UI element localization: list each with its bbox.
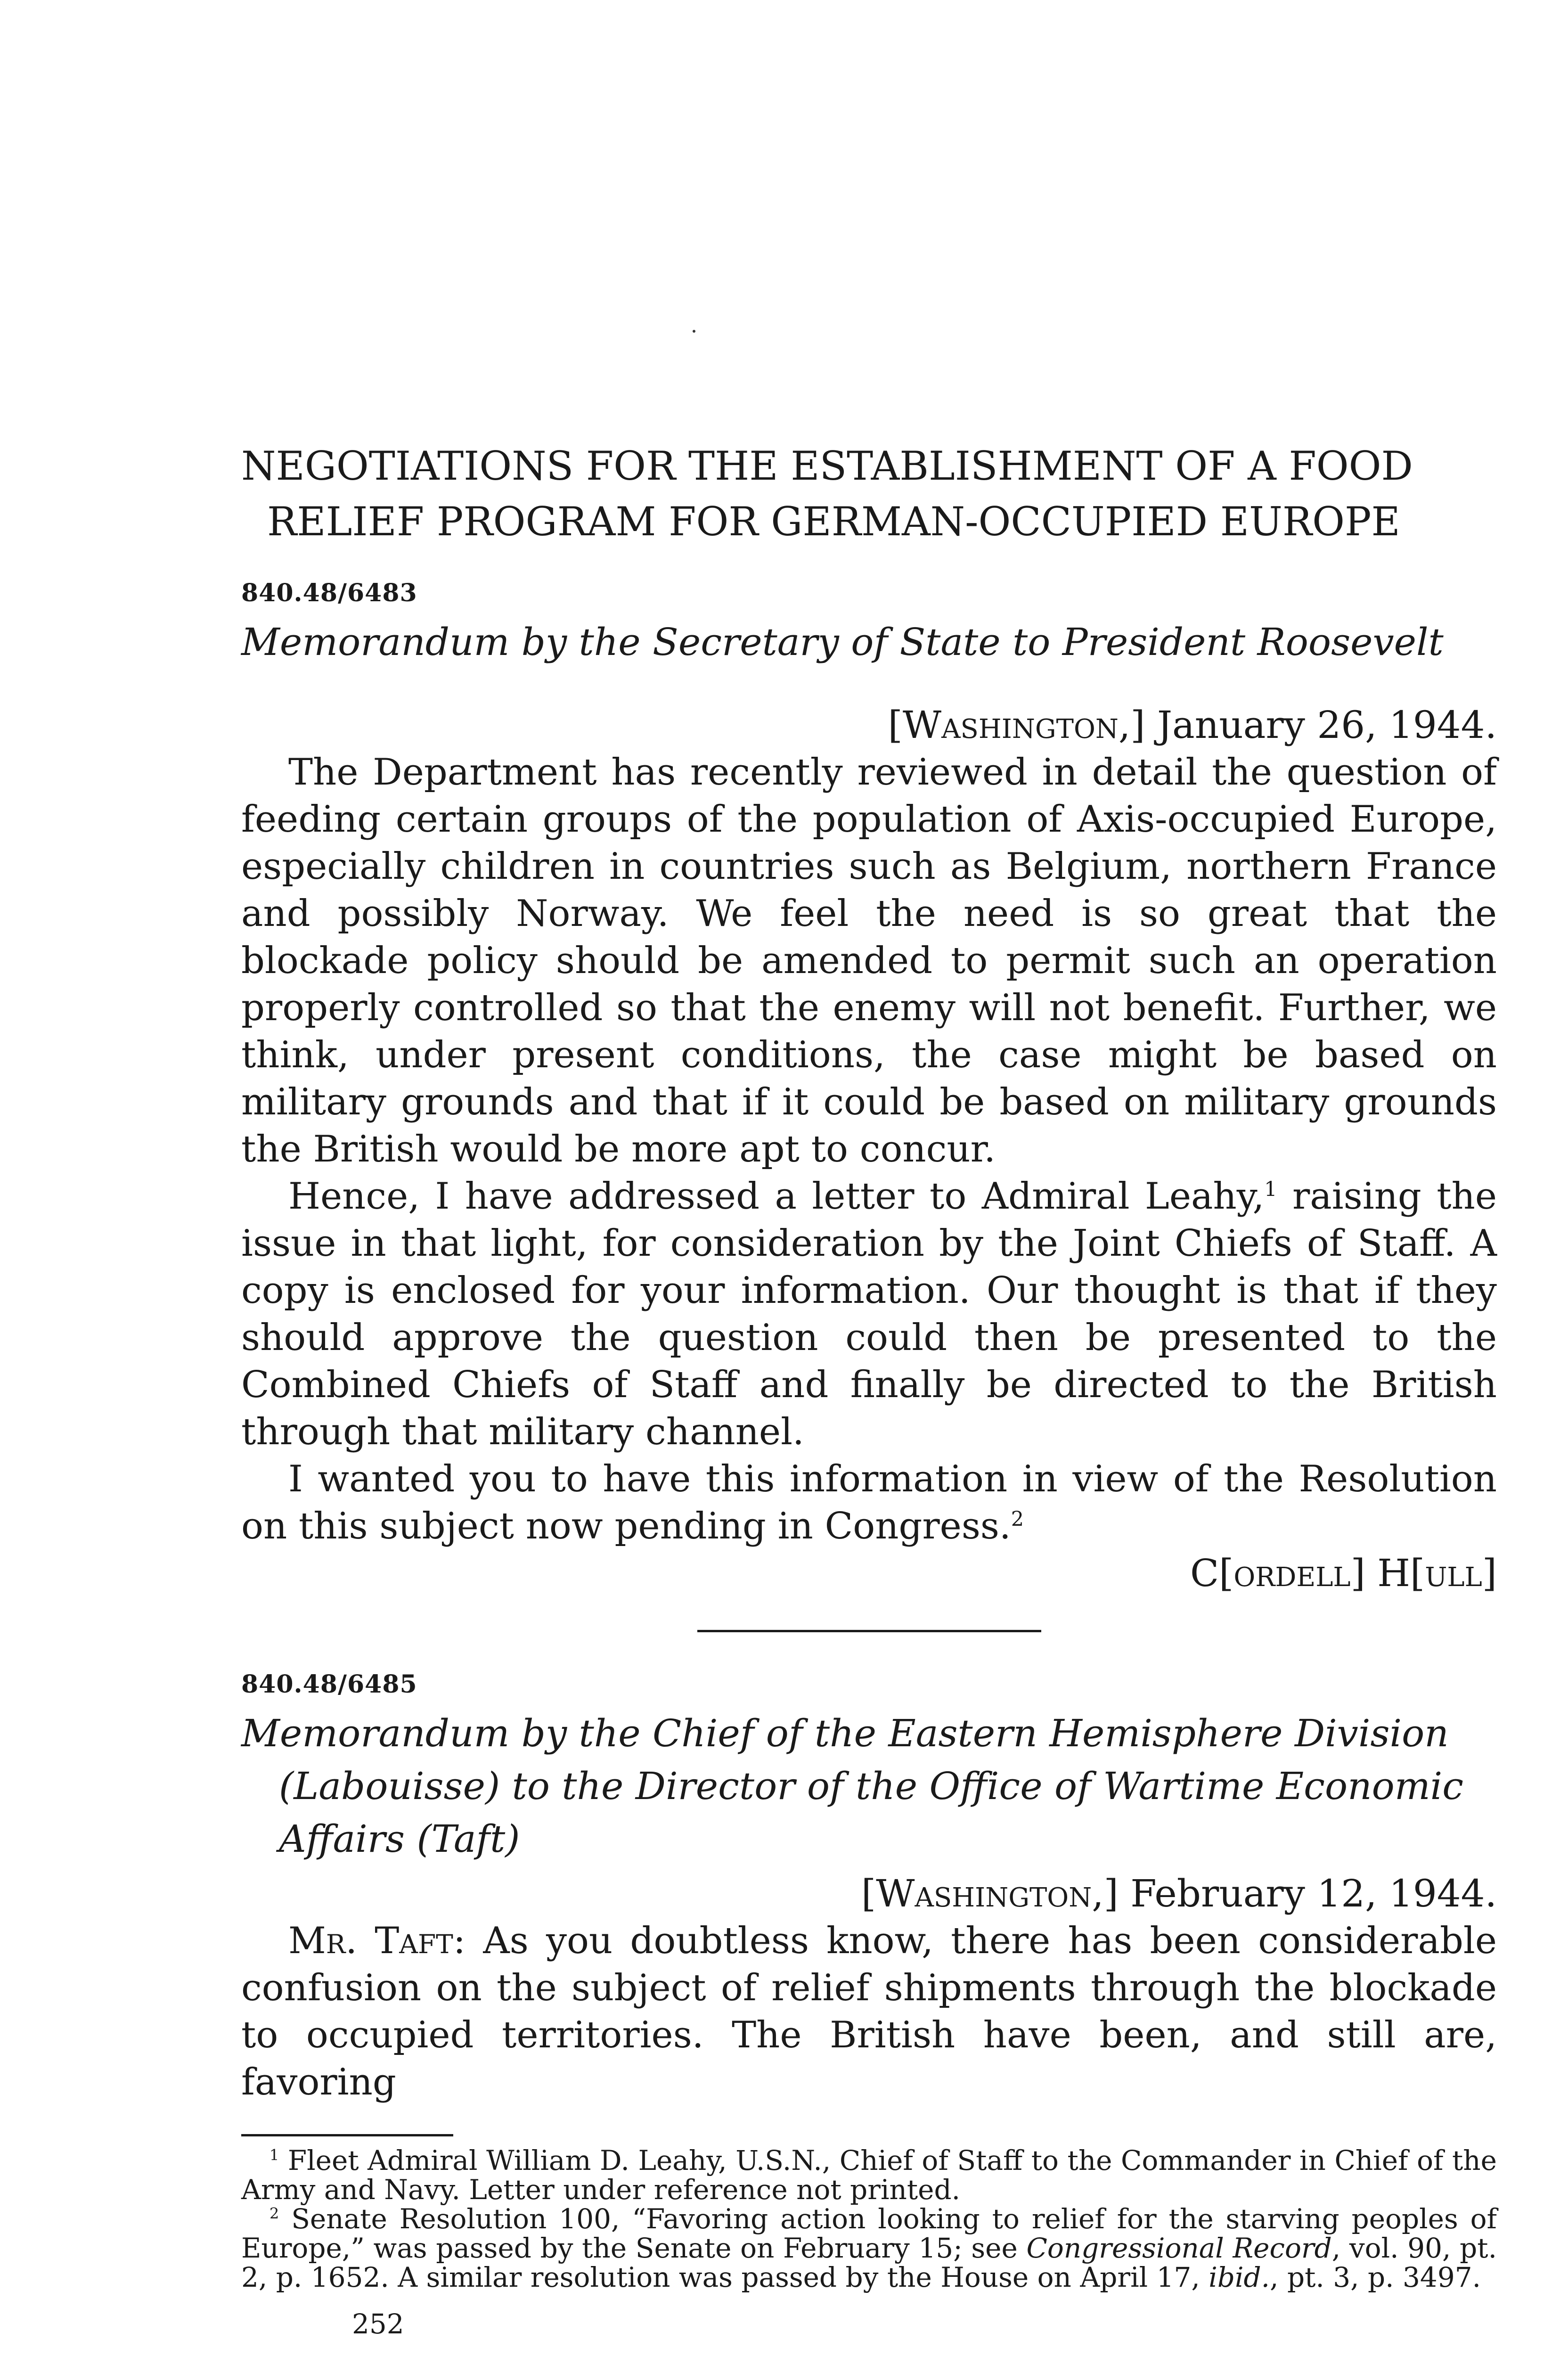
- footnote-2-text-c: , pt. 3, p. 3497.: [1270, 2261, 1481, 2293]
- footnote-1-text: Fleet Admiral William D. Leahy, U.S.N., Chief of Staff to the Commander in Chief of the Army and Navy. Letter under reference not printed.: [241, 2144, 1497, 2206]
- footnote-1-mark: 1: [270, 2146, 279, 2164]
- footnote-ref-2: 2: [1011, 1507, 1024, 1531]
- paragraph-4-text: As you doubtless know, there has been considerable confusion on the subject of relief shipments through the blockade to occupied territories. The British have been, and still are, favoring: [241, 1920, 1497, 2103]
- file-number-1: 840.48/6483: [241, 579, 417, 607]
- paragraph-2: [241, 1173, 1497, 1456]
- footnote-2-mark: 2: [270, 2204, 279, 2223]
- stray-mark: [693, 330, 695, 333]
- footnote-ref-1: 1: [1264, 1178, 1277, 1201]
- dateline-place-1: [Washington,]: [888, 703, 1145, 747]
- footnote-2-text-b: , vol. 90, pt. 2, p. 1652. A similar resolution was passed by the House on April 17,: [241, 2232, 1497, 2293]
- footnote-rule: [241, 2134, 453, 2136]
- dateline-date-1: January 26, 1944.: [1157, 703, 1497, 747]
- footnote-2-italic: Congressional Record: [1026, 2232, 1332, 2264]
- footnote-2-text-a: Senate Resolution 100, “Favoring action looking to relief for the starving peoples of Europe,” was passed by the Senate on February 15; see: [241, 2203, 1497, 2264]
- document-heading-1: Memorandum by the Secretary of State to President Roosevelt: [241, 620, 1444, 664]
- paragraph-4: [241, 1917, 1497, 2106]
- salutation: Mr. Taft:: [288, 1920, 466, 1962]
- dateline-date-2: February 12, 1944.: [1130, 1872, 1497, 1915]
- footnote-2-ibid: ibid.: [1209, 2261, 1270, 2293]
- paragraph-2-start: Hence, I have addressed a letter to Admiral Leahy,: [288, 1175, 1265, 1218]
- dateline-place-2: [Washington,]: [861, 1872, 1119, 1915]
- section-title: NEGOTIATIONS FOR THE ESTABLISHMENT OF A FOOD RELIEF PROGRAM FOR GERMAN-OCCUPIED EUROPE: [241, 443, 1413, 545]
- file-number-2: 840.48/6485: [241, 1670, 417, 1699]
- signature: C[ordell] H[ull]: [1190, 1551, 1497, 1595]
- paragraph-3-text: I wanted you to have this information in view of the Resolution on this subject now pending in Congress.: [241, 1458, 1497, 1547]
- paragraph-1: The Department has recently reviewed in detail the question of feeding certain groups of the population of Axis-occupied Europe, especially children in countries such as Belgium, northern France and possibly Norway. We feel the need is so great that the blockade policy should be amended to permit such an operation properly controlled so that the enemy will not benefit. Further, we think, under present conditions, the case might be based on military grounds and that if it could be based on military grounds the British would be more apt to concur.: [241, 751, 1497, 1170]
- section-divider: [697, 1630, 1041, 1632]
- paragraph-3: [241, 1456, 1497, 1550]
- document-body: [241, 438, 1497, 2340]
- document-heading-2: Memorandum by the Chief of the Eastern Hemisphere Division (Labouisse) to the Director of the Office of Wartime Economic Affairs (Taft): [241, 1711, 1464, 1861]
- paragraph-2-rest: raising the issue in that light, for consideration by the Joint Chiefs of Staff. A copy is enclosed for your information. Our thought is that if they should approve the question could then be presented to the Combined Chiefs of Staff and finally be directed to the British through that military channel.: [241, 1175, 1497, 1453]
- dateline-1: [241, 702, 1497, 749]
- footnote-2: [241, 2204, 1497, 2292]
- dateline-2: [241, 1870, 1497, 1917]
- page-number: 252: [352, 2308, 404, 2340]
- footnote-1: [241, 2146, 1497, 2204]
